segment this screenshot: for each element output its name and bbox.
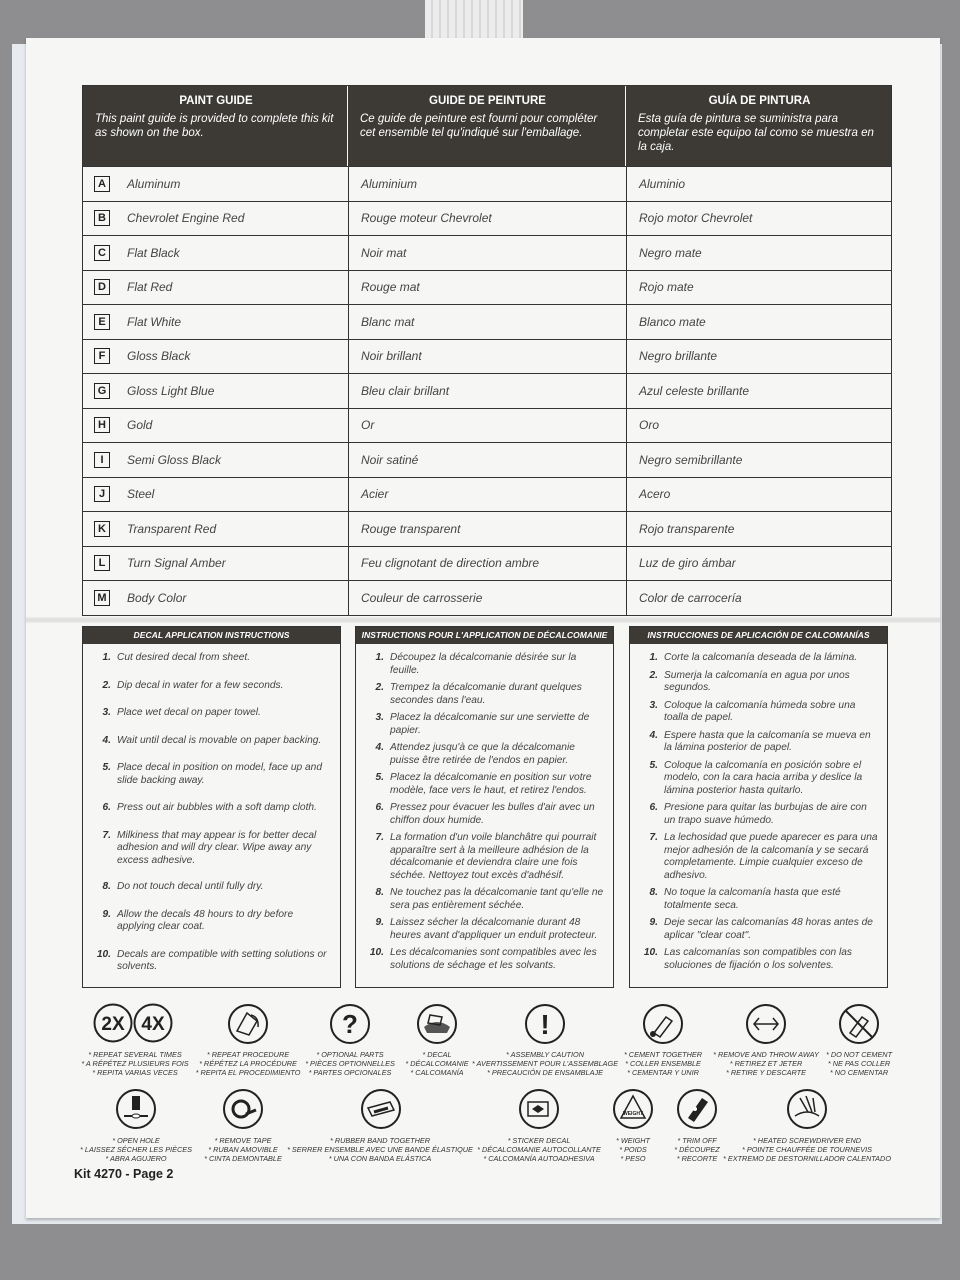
instruction-step (91, 909, 332, 934)
step-text: Allow the decals 48 hours to dry before applying clear coat. (117, 908, 294, 932)
open-hole-icon (115, 1088, 157, 1130)
paint-cell-en (83, 305, 348, 339)
step-text: Espere hasta que la calcomanía se mueva en la lámina posterior de papel. (664, 729, 871, 753)
step-number: 2. (649, 669, 658, 681)
header-title-en: PAINT GUIDE (179, 95, 253, 107)
header-desc-es: Esta guía de pintura se suministra para completar este equipo tal como se muestra en la caja. (638, 113, 874, 153)
instruction-step (638, 670, 879, 695)
step-text: Place wet decal on paper towel. (117, 707, 261, 718)
instruction-step (638, 652, 879, 665)
caption-line: * REPEAT SEVERAL TIMES (88, 1050, 182, 1059)
page-fold (26, 617, 940, 623)
paint-guide-table (82, 85, 892, 616)
paint-letter: B (94, 210, 110, 226)
paint-row (83, 304, 891, 339)
caption-line: * REPITA EL PROCEDIMIENTO (195, 1068, 301, 1077)
step-text: Coloque la calcomanía en posición sobre el modelo, con la cara hacia arriba y deslice la lámina posterior hasta quitarlo. (664, 759, 863, 796)
instruction-step (91, 652, 332, 665)
paint-cell-es: Azul celeste brillante (626, 374, 891, 408)
steps-en (83, 644, 340, 974)
caption-heated-screwdriver (723, 1136, 891, 1163)
step-number: 1. (649, 652, 658, 663)
instruction-step (364, 712, 605, 737)
caption-line: * RETIRE Y DESCARTE (726, 1068, 806, 1077)
step-number: 3. (375, 712, 384, 723)
caption-line: * REPITA VARIAS VECES (92, 1068, 178, 1077)
repeat-2x-4x-icon (93, 1003, 178, 1045)
paint-letter: F (94, 348, 110, 364)
instructions-en (82, 626, 341, 988)
step-text: Attendez jusqu'à ce que la décalcomanie puisse être retirée de l'endos en papier. (390, 742, 575, 766)
caption-line: * CALCOMANÍA AUTOADHESIVA (483, 1154, 595, 1163)
caption-assembly-caution (472, 1050, 618, 1077)
do-not-cement-icon (838, 1003, 880, 1045)
paint-letter: A (94, 176, 110, 192)
paint-name-en: Gold (127, 418, 153, 433)
step-text: Trempez la décalcomanie durant quelques secondes dans l'eau. (390, 682, 582, 706)
caption-line: * STICKER DECAL (507, 1136, 571, 1145)
paint-row (83, 511, 891, 546)
optional-parts-icon (329, 1003, 371, 1045)
page-footer: Kit 4270 - Page 2 (74, 1167, 174, 1181)
paint-cell-es: Negro semibrillante (626, 443, 891, 477)
caption-line: * PRECAUCIÓN DE ENSAMBLAJE (487, 1068, 603, 1077)
step-text: Ne touchez pas la décalcomanie tant qu'elle ne sera pas entièrement séchée. (390, 887, 604, 911)
caption-line: * AVERTISSEMENT POUR L'ASSEMBLAGE (471, 1059, 619, 1068)
step-text: Presione para quitar las burbujas de aire con un trapo suave húmedo. (664, 802, 867, 826)
instruction-step (364, 772, 605, 797)
paint-guide-header (83, 86, 891, 166)
step-text: Place decal in position on model, face up and slide backing away. (117, 762, 323, 786)
step-text: Deje secar las calcomanías 48 horas antes de aplicar "clear coat". (664, 917, 873, 941)
instruction-step (364, 742, 605, 767)
paint-letter: I (94, 452, 110, 468)
exclamation-mark: ! (540, 1009, 550, 1040)
rubber-band-icon (360, 1088, 402, 1130)
paint-cell-fr: Rouge moteur Chevrolet (348, 202, 626, 236)
paint-cell-en (83, 202, 348, 236)
step-number: 6. (649, 802, 658, 813)
step-text: No toque la calcomanía hasta que esté totalmente seca. (664, 887, 841, 911)
instructions-fr (355, 626, 614, 988)
step-text: Laissez sécher la décalcomanie durant 48 heures avant d'appliquer un enduit protecteur. (390, 917, 598, 941)
paint-cell-fr: Couleur de carrosserie (348, 581, 626, 615)
paint-cell-es: Acero (626, 478, 891, 512)
paint-cell-en (83, 167, 348, 201)
paint-cell-fr: Bleu clair brillant (348, 374, 626, 408)
paint-cell-es: Rojo mate (626, 271, 891, 305)
step-number: 5. (102, 762, 111, 773)
paint-row (83, 442, 891, 477)
paint-cell-en (83, 374, 348, 408)
step-number: 1. (375, 652, 384, 663)
caption-line: * A RÉPÉTEZ PLUSIEURS FOIS (81, 1059, 189, 1068)
caption-do-not-cement (826, 1050, 892, 1077)
instruction-step (638, 887, 879, 912)
paint-cell-en (83, 581, 348, 615)
instruction-step (91, 881, 332, 894)
remove-throw-away-icon (745, 1003, 787, 1045)
caption-line: * SERRER ENSEMBLE AVEC UNE BANDE ÉLASTIQUE (287, 1145, 473, 1154)
repeat-procedure-icon (227, 1003, 269, 1045)
caption-weight (616, 1136, 650, 1163)
step-number: 8. (102, 881, 111, 892)
paint-row (83, 235, 891, 270)
paint-cell-es: Oro (626, 409, 891, 443)
paint-row (83, 270, 891, 305)
caption-trim-off (674, 1136, 719, 1163)
caption-line: * PESO (620, 1154, 646, 1163)
caption-line: * NO CEMENTAR (829, 1068, 889, 1077)
step-text: Pressez pour évacuer les bulles d'air avec un chiffon doux humide. (390, 802, 595, 826)
caption-line: * RECORTE (676, 1154, 718, 1163)
paint-cell-fr: Or (348, 409, 626, 443)
instruction-step (638, 947, 879, 972)
paint-cell-fr: Noir brillant (348, 340, 626, 374)
header-es (626, 86, 891, 166)
caption-line: * DÉCOUPEZ (674, 1145, 720, 1154)
caption-line: * DO NOT CEMENT (825, 1050, 893, 1059)
instruction-step (91, 830, 332, 868)
header-title-es: GUÍA DE PINTURA (708, 95, 811, 107)
caption-line: * CALCOMANÍA (410, 1068, 464, 1077)
instructions-title-es: INSTRUCCIONES DE APLICACIÓN DE CALCOMANÍAS (630, 627, 887, 644)
instruction-step (91, 762, 332, 787)
caption-line: * CEMENTAR Y UNIR (627, 1068, 699, 1077)
paint-cell-en (83, 236, 348, 270)
paint-name-en: Body Color (127, 590, 187, 605)
paint-name-en: Transparent Red (127, 521, 217, 536)
paint-cell-es: Blanco mate (626, 305, 891, 339)
instruction-step (91, 735, 332, 748)
paint-letter: G (94, 383, 110, 399)
paint-cell-es: Luz de giro ámbar (626, 547, 891, 581)
step-number: 7. (102, 829, 111, 841)
instruction-step (638, 730, 879, 755)
instruction-step (638, 760, 879, 798)
step-number: 9. (102, 908, 111, 920)
paint-letter: K (94, 521, 110, 537)
step-text: Las calcomanías son compatibles con las soluciones de fijación o los solventes. (664, 947, 853, 971)
paint-letter: D (94, 279, 110, 295)
step-number: 3. (649, 699, 658, 711)
step-number: 10. (369, 947, 384, 958)
step-number: 5. (649, 759, 658, 771)
step-text: Sumerja la calcomanía en agua por unos segundos. (664, 669, 850, 693)
paint-row (83, 339, 891, 374)
step-number: 7. (649, 832, 658, 843)
caption-line: * ABRA AGUJERO (105, 1154, 167, 1163)
step-text: Wait until decal is movable on paper backing. (117, 734, 322, 746)
step-text: Decals are compatible with setting solutions or solvents. (117, 948, 327, 972)
step-number: 4. (375, 742, 384, 753)
step-text: Do not touch decal until fully dry. (117, 881, 264, 892)
caption-line: * RETIREZ ET JETER (729, 1059, 803, 1068)
paint-cell-fr: Aluminium (348, 167, 626, 201)
instruction-step (638, 802, 879, 827)
paint-name-en: Aluminum (127, 176, 181, 191)
caption-line: * DECAL (422, 1050, 452, 1059)
caption-line: * OPTIONAL PARTS (316, 1050, 384, 1059)
step-number: 2. (102, 679, 111, 691)
steps-es (630, 644, 887, 972)
caption-line: * HEATED SCREWDRIVER END (752, 1136, 862, 1145)
step-text: Découpez la décalcomanie désirée sur la feuille. (390, 652, 577, 676)
instruction-step (91, 680, 332, 693)
caption-remove-throw (713, 1050, 819, 1077)
paint-name-en: Chevrolet Engine Red (127, 211, 245, 226)
instruction-step (638, 917, 879, 942)
instruction-step (91, 802, 332, 815)
step-text: Placez la décalcomanie en position sur votre modèle, face vers le haut, et retirez l'endos. (390, 772, 592, 796)
step-number: 10. (96, 948, 111, 960)
instruction-step (364, 917, 605, 942)
steps-fr (356, 644, 613, 972)
paint-cell-fr: Feu clignotant de direction ambre (348, 547, 626, 581)
step-number: 4. (649, 729, 658, 741)
step-text: Les décalcomanies sont compatibles avec les solutions de séchage et les solvants. (390, 947, 597, 971)
header-desc-fr: Ce guide de peinture est fourni pour compléter cet ensemble tel qu'indiqué sur l'emballage. (360, 113, 598, 139)
paint-row (83, 373, 891, 408)
header-desc-en: This paint guide is provided to complete this kit as shown on the box. (95, 113, 334, 139)
caption-cement-together (624, 1050, 702, 1077)
step-text: La lechosidad que puede aparecer es para una mejor adhesión de la calcomanía y se secará completamente. Limpie cualquier exceso de adhesivo. (664, 832, 878, 881)
paint-letter: L (94, 555, 110, 571)
caption-line: * ASSEMBLY CAUTION (505, 1050, 584, 1059)
caption-line: * RUBAN AMOVIBLE (208, 1145, 278, 1154)
caption-line: * LAISSEZ SÉCHER LES PIÈCES (80, 1145, 192, 1154)
paint-row (83, 546, 891, 581)
step-number: 6. (102, 802, 111, 813)
instruction-step (364, 832, 605, 882)
step-number: 6. (375, 802, 384, 813)
repeat-4x-label: 4X (141, 1014, 165, 1035)
step-number: 3. (102, 707, 111, 718)
caption-line: * PARTES OPCIONALES (308, 1068, 392, 1077)
paint-cell-es: Negro brillante (626, 340, 891, 374)
repeat-2x-label: 2X (101, 1014, 125, 1035)
paint-name-en: Turn Signal Amber (127, 556, 226, 571)
step-text: Corte la calcomanía deseada de la lámina. (664, 652, 858, 663)
weight-icon (612, 1088, 654, 1130)
step-text: Placez la décalcomanie sur une serviette de papier. (390, 712, 590, 736)
header-fr (348, 86, 626, 166)
caption-remove-tape (204, 1136, 282, 1163)
paint-name-en: Gloss Black (127, 349, 191, 364)
paint-cell-fr: Noir satiné (348, 443, 626, 477)
caption-line: * NE PAS COLLER (827, 1059, 891, 1068)
paint-letter: J (94, 486, 110, 502)
caption-repeat-procedure (196, 1050, 301, 1077)
cement-together-icon (642, 1003, 684, 1045)
heated-screwdriver-icon (786, 1088, 828, 1130)
step-number: 9. (375, 917, 384, 928)
paint-name-en: Gloss Light Blue (127, 383, 215, 398)
caption-optional-parts (305, 1050, 395, 1077)
paint-letter: H (94, 417, 110, 433)
step-number: 5. (375, 772, 384, 783)
paint-row (83, 580, 891, 615)
caption-line: * EXTREMO DE DESTORNILLADOR CALENTADO (723, 1154, 891, 1163)
step-text: Press out air bubbles with a soft damp cloth. (117, 802, 317, 813)
trim-off-icon (676, 1088, 718, 1130)
caption-line: * CEMENT TOGETHER (623, 1050, 703, 1059)
instructions-es (629, 626, 888, 988)
sticker-decal-icon (518, 1088, 560, 1130)
caption-decal (405, 1050, 468, 1077)
paint-row (83, 201, 891, 236)
paint-row (83, 477, 891, 512)
assembly-caution-icon (524, 1003, 566, 1045)
paint-cell-en (83, 512, 348, 546)
question-mark: ? (342, 1009, 358, 1039)
paint-letter: M (94, 590, 110, 606)
caption-line: * COLLER ENSEMBLE (625, 1059, 701, 1068)
header-en (83, 86, 348, 166)
caption-line: * TRIM OFF (677, 1136, 717, 1145)
paint-name-en: Semi Gloss Black (127, 452, 222, 467)
caption-line: * POINTE CHAUFFÉE DE TOURNEVIS (741, 1145, 872, 1154)
paint-cell-en (83, 340, 348, 374)
instruction-step (364, 802, 605, 827)
caption-line: * DÉCALCOMANIE AUTOCOLLANTE (477, 1145, 601, 1154)
paint-guide-rows (83, 166, 891, 615)
caption-line: * POIDS (619, 1145, 647, 1154)
paint-row (83, 408, 891, 443)
step-text: Coloque la calcomanía húmeda sobre una toalla de papel. (664, 699, 856, 723)
caption-sticker-decal (477, 1136, 601, 1163)
paint-cell-en (83, 443, 348, 477)
step-text: La formation d'un voile blanchâtre qui pourrait apparaître sert à la meilleure adhésion de la décalcomanie et deviendra claire une fois séchée. Nettoyez tout excès d'adhésif. (390, 832, 597, 881)
paint-cell-en (83, 271, 348, 305)
caption-line: * PIÈCES OPTIONNELLES (305, 1059, 395, 1068)
paint-cell-es: Rojo motor Chevrolet (626, 202, 891, 236)
caption-line: * UNA CON BANDA ELÁSTICA (328, 1154, 432, 1163)
instruction-step (364, 887, 605, 912)
instructions-title-en: DECAL APPLICATION INSTRUCTIONS (83, 627, 340, 644)
paint-cell-es: Aluminio (626, 167, 891, 201)
paint-cell-fr: Blanc mat (348, 305, 626, 339)
decal-icon (416, 1003, 458, 1045)
caption-line: * WEIGHT (615, 1136, 651, 1145)
step-number: 8. (375, 887, 384, 898)
instruction-step (91, 707, 332, 720)
caption-open-hole (80, 1136, 192, 1163)
caption-repeat-times (81, 1050, 188, 1077)
instruction-step (91, 949, 332, 974)
paint-cell-fr: Acier (348, 478, 626, 512)
paint-cell-en (83, 409, 348, 443)
step-text: Cut desired decal from sheet. (117, 652, 251, 663)
step-number: 4. (102, 734, 111, 746)
paint-name-en: Steel (127, 487, 155, 502)
caption-line: * REMOVE AND THROW AWAY (713, 1050, 819, 1059)
step-number: 9. (649, 917, 658, 928)
paint-cell-es: Color de carrocería (626, 581, 891, 615)
step-text: Milkiness that may appear is for better decal adhesion and will dry clear. Wipe away any excess adhesive. (117, 829, 317, 866)
paint-letter: C (94, 245, 110, 261)
caption-line: * REPEAT PROCEDURE (206, 1050, 290, 1059)
step-number: 1. (102, 652, 111, 663)
instruction-step (364, 947, 605, 972)
caption-line: * RUBBER BAND TOGETHER (329, 1136, 431, 1145)
paint-name-en: Flat Red (127, 280, 173, 295)
paint-row (83, 166, 891, 201)
paint-letter: E (94, 314, 110, 330)
weight-text: WEIGHT (623, 1111, 643, 1117)
paint-cell-fr: Noir mat (348, 236, 626, 270)
instruction-step (638, 700, 879, 725)
paint-cell-en (83, 547, 348, 581)
step-number: 7. (375, 832, 384, 843)
caption-line: * REMOVE TAPE (214, 1136, 272, 1145)
caption-line: * OPEN HOLE (112, 1136, 160, 1145)
instructions-title-fr: INSTRUCTIONS POUR L'APPLICATION DE DÉCALCOMANIE (356, 627, 613, 644)
paint-name-en: Flat Black (127, 245, 180, 260)
paint-cell-fr: Rouge transparent (348, 512, 626, 546)
caption-line: * DÉCALCOMANIE (405, 1059, 469, 1068)
remove-tape-icon (222, 1088, 264, 1130)
instruction-step (364, 652, 605, 677)
paint-cell-fr: Rouge mat (348, 271, 626, 305)
step-number: 2. (375, 682, 384, 693)
step-number: 8. (649, 887, 658, 898)
paint-name-en: Flat White (127, 314, 182, 329)
paint-cell-en (83, 478, 348, 512)
caption-rubber-band (287, 1136, 473, 1163)
instruction-step (638, 832, 879, 882)
caption-line: * RÉPÉTEZ LA PROCÉDURE (199, 1059, 297, 1068)
header-title-fr: GUIDE DE PEINTURE (429, 95, 546, 107)
instruction-step (364, 682, 605, 707)
step-text: Dip decal in water for a few seconds. (117, 679, 284, 691)
step-number: 10. (643, 947, 658, 958)
paint-cell-es: Rojo transparente (626, 512, 891, 546)
caption-line: * CINTA DEMONTABLE (204, 1154, 282, 1163)
paint-cell-es: Negro mate (626, 236, 891, 270)
